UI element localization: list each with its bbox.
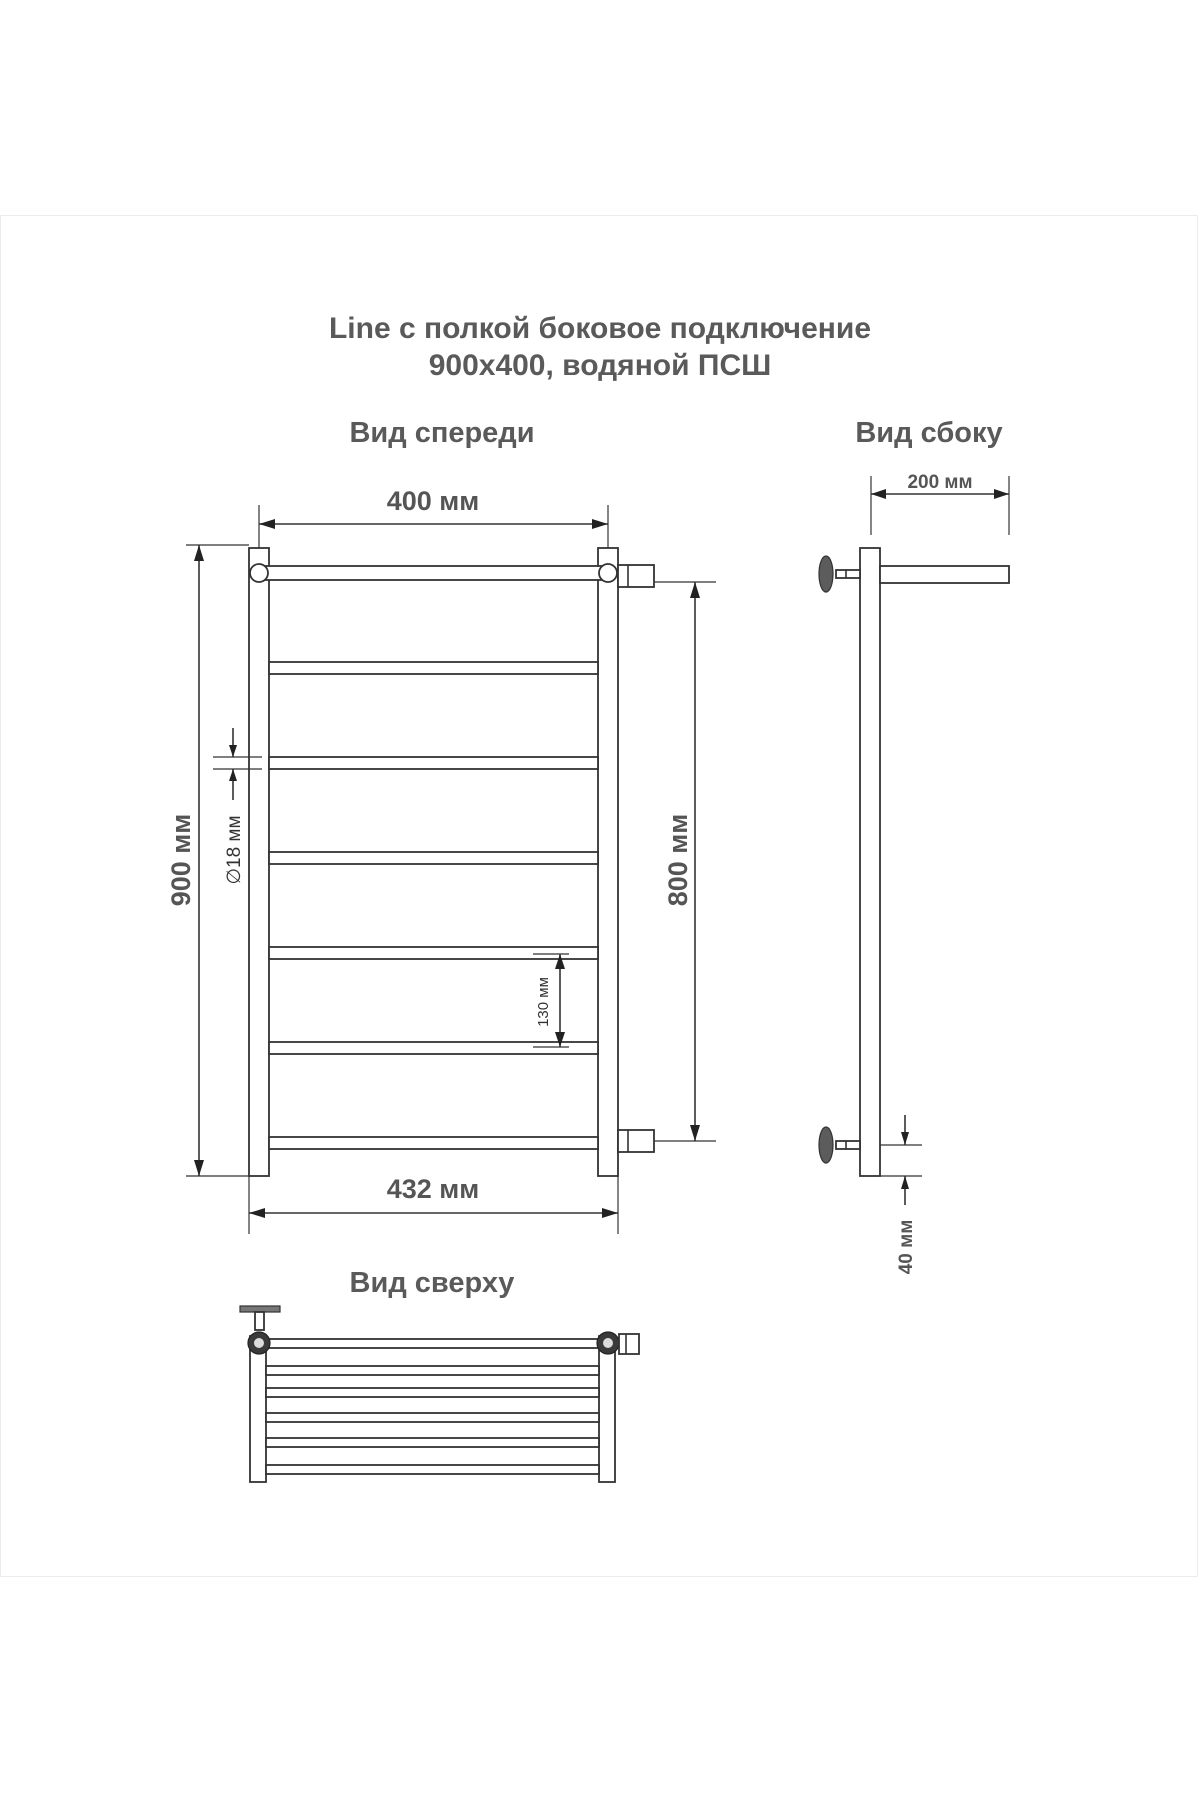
dimension-800-label: 800 мм <box>663 813 693 907</box>
front-rung <box>269 852 598 864</box>
front-view-label: Вид спереди <box>349 417 535 449</box>
top-left-rail <box>250 1336 266 1482</box>
dimension-diameter-label: ∅18 мм <box>224 815 245 885</box>
front-left-post <box>249 548 269 1176</box>
side-top-valve <box>819 556 860 592</box>
dimension-40 <box>880 1115 922 1274</box>
dimension-900-label: 900 мм <box>166 813 196 907</box>
side-view <box>819 548 1009 1176</box>
front-rung <box>269 1042 598 1054</box>
dimension-40-label: 40 мм <box>896 1219 917 1275</box>
top-bar <box>266 1388 599 1397</box>
side-upright <box>860 548 880 1176</box>
front-rung <box>269 757 598 769</box>
dimension-432 <box>249 1174 618 1234</box>
front-right-knob <box>599 564 617 582</box>
front-top-bar <box>262 566 608 580</box>
dimension-200-label: 200 мм <box>907 472 973 493</box>
dimension-432-label: 432 мм <box>386 1174 480 1204</box>
dimension-130 <box>533 954 569 1047</box>
top-bar <box>266 1438 599 1447</box>
front-top-fitting <box>618 565 654 587</box>
dimension-800 <box>654 582 716 1141</box>
dimension-400-label: 400 мм <box>386 486 480 516</box>
dimension-400 <box>259 486 608 548</box>
front-right-post <box>598 548 618 1176</box>
top-right-rail <box>599 1336 615 1482</box>
top-view-label: Вид сверху <box>349 1267 515 1299</box>
front-view <box>249 548 654 1176</box>
front-left-knob <box>250 564 268 582</box>
top-view <box>240 1306 639 1482</box>
front-rung <box>269 1137 598 1149</box>
top-bar <box>266 1339 599 1348</box>
front-bottom-fitting <box>618 1130 654 1152</box>
side-shelf <box>880 566 1009 583</box>
title-line-2: 900x400, водяной ПСШ <box>428 349 772 382</box>
front-rung <box>269 662 598 674</box>
side-bottom-valve <box>819 1127 860 1163</box>
title-line-1: Line с полкой боковое подключение <box>328 312 872 345</box>
dimension-130-label: 130 мм <box>535 977 552 1027</box>
dimension-200 <box>871 472 1009 535</box>
front-rung <box>269 947 598 959</box>
top-bar <box>266 1413 599 1422</box>
top-bar <box>266 1366 599 1375</box>
top-bar <box>266 1465 599 1474</box>
top-right-fitting <box>597 1332 639 1354</box>
side-view-label: Вид сбоку <box>855 417 1003 449</box>
